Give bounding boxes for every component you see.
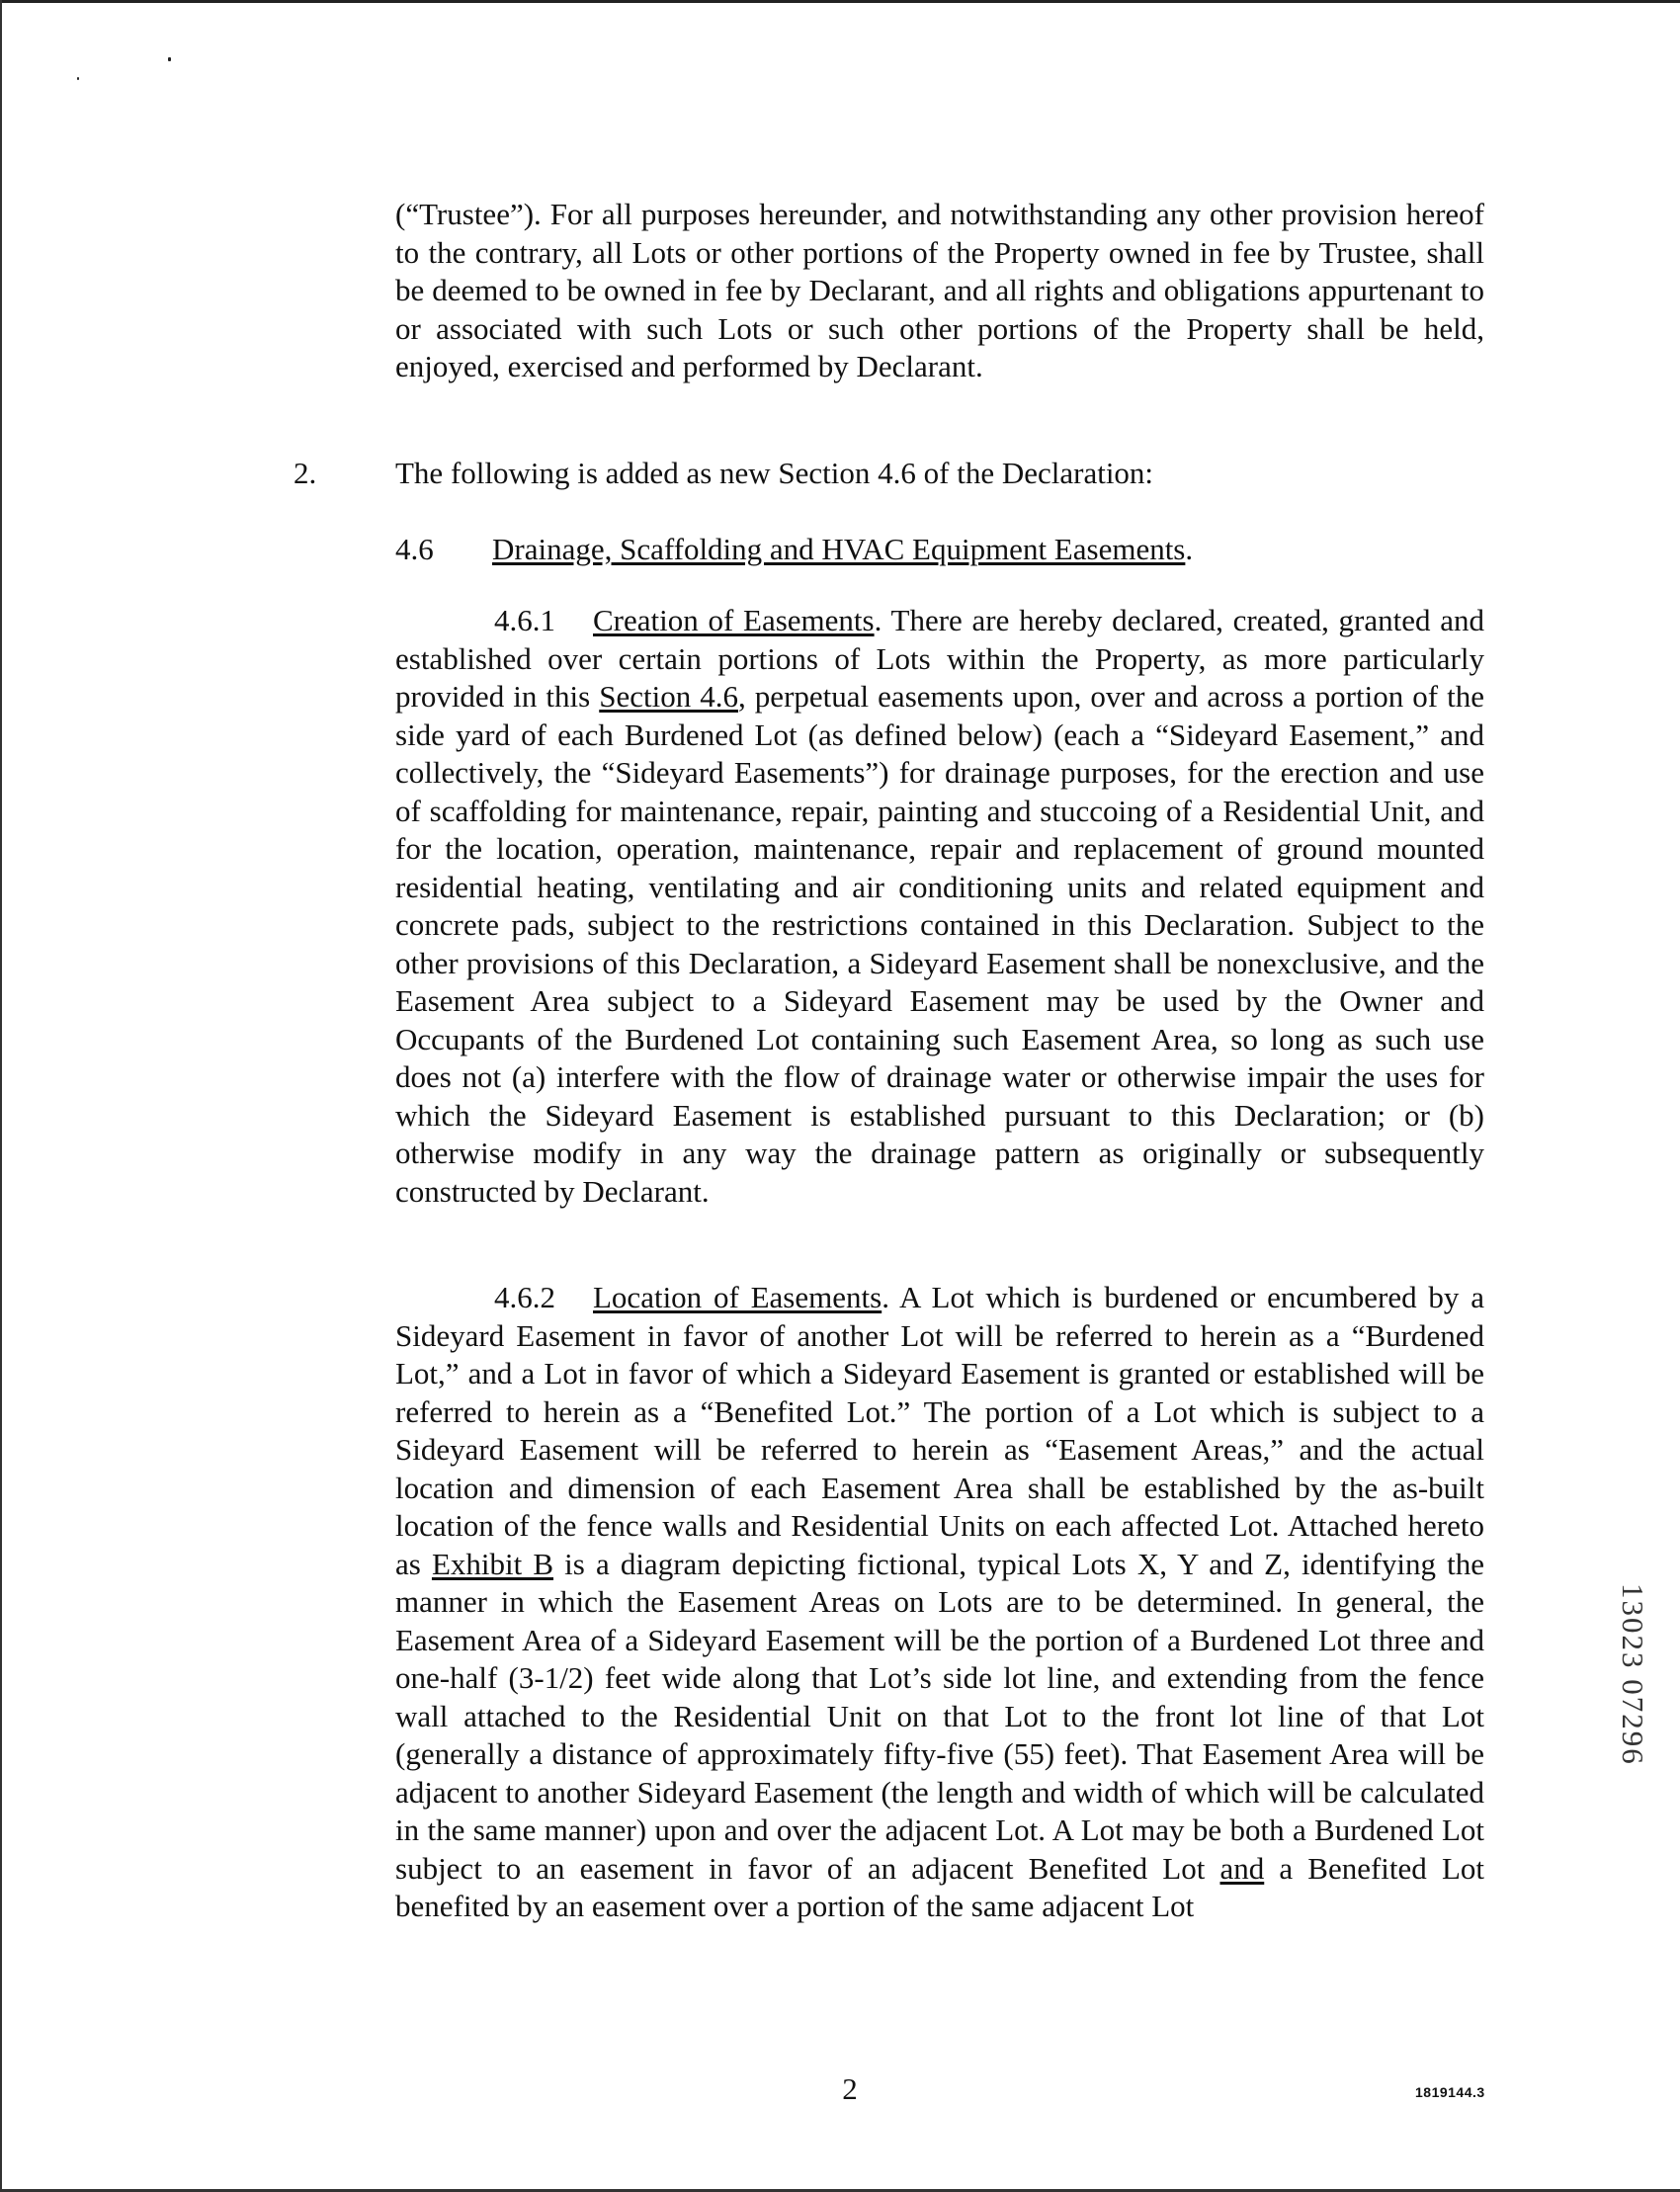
- section-4-6-2-text-part3: a Benefited Lot benefited by an easement over a portion of the same adjacent Lot: [395, 1850, 1484, 1923]
- section-4-6-number: 4.6: [395, 532, 434, 566]
- section-4-6-heading: [395, 531, 1193, 569]
- section-4-6-title-period: .: [1185, 532, 1194, 566]
- item-number: 2.: [294, 456, 317, 490]
- section-4-6-2-number: 4.6.2: [494, 1280, 555, 1314]
- recording-stamp: 13023 07296: [1616, 1583, 1650, 1766]
- document-id: 1819144.3: [1415, 2084, 1485, 2100]
- item-text: The following is added as new Section 4.6 of the Declaration:: [395, 456, 1154, 490]
- intro-paragraph: (“Trustee”). For all purposes hereunder, and notwithstanding any other provision hereof to the contrary, all Lots or other portions of the Property owned in fee by Trustee, shall be deemed to be owned in fee by Declarant, and all rights and obligations appurtenant to or associated with such Lots or such other portions of the Property shall be held, enjoyed, exercised and performed by Declarant.: [395, 197, 1484, 383]
- scan-border-left: [0, 0, 2, 2192]
- scan-border-top: [0, 0, 1680, 3]
- section-4-6-1: [395, 602, 1484, 1211]
- section-4-6-1-number: 4.6.1: [494, 603, 555, 637]
- section-4-6-1-text-part1: . There are hereby declared, created, granted and established over certain portions of Lots within the Property, as more particularly provided in this: [395, 603, 1484, 714]
- section-4-6-2-text-part1: . A Lot which is burdened or encumbered by a Sideyard Easement in favor of another Lot will be referred to herein as a “Burdened Lot,” and a Lot in favor of which a Sideyard Easement is granted or established will be referred to herein as a “Benefited Lot.” The portion of a Lot which is subject to a Sideyard Easement will be referred to herein as “Easement Areas,” and the actual location and dimension of each Easement Area shall be established by the as-built location of the fence walls and Residential Units on each affected Lot. Attached hereto as: [395, 1280, 1484, 1581]
- section-4-6-reference: Section 4.6: [599, 679, 739, 714]
- scan-speck: [168, 57, 171, 61]
- section-4-6-1-text-part2: , perpetual easements upon, over and across a portion of the side yard of each Burdened Lot (as defined below) (each a “Sideyard Easement,” and collectively, the “Sideyard Easements”) for drainage purposes, for the erection and use of scaffolding for maintenance, repair, painting and stuccoing of a Residential Unit, and for the location, operation, maintenance, repair and replacement of ground mounted residential heating, ventilating and air conditioning units and related equipment and concrete pads, subject to the restrictions contained in this Declaration. Subject to the other provisions of this Declaration, a Sideyard Easement shall be nonexclusive, and the Easement Area subject to a Sideyard Easement may be used by the Owner and Occupants of the Burdened Lot containing such Easement Area, so long as such use does not (a) interfere with the flow of drainage water or otherwise impair the uses for which the Sideyard Easement is established pursuant to this Declaration; or (b) otherwise modify in any way the drainage pattern as originally or subsequently constructed by Declarant.: [395, 679, 1484, 1209]
- exhibit-b-reference: Exhibit B: [431, 1546, 554, 1581]
- emphasis-and: and: [1219, 1850, 1265, 1886]
- section-4-6-2-title: Location of Easements: [593, 1280, 882, 1314]
- scan-speck: [77, 77, 79, 80]
- section-4-6-title: Drainage, Scaffolding and HVAC Equipment Easements: [492, 532, 1186, 566]
- section-4-6-1-paragraph: [395, 602, 1484, 1211]
- page-number: 2: [842, 2071, 858, 2106]
- intro-paragraph-block: [395, 196, 1484, 386]
- section-4-6-2-text-part2: is a diagram depicting fictional, typical Lots X, Y and Z, identifying the manner in which the Easement Areas on Lots are to be determined. In general, the Easement Area of a Sideyard Easement will be the portion of a Burdened Lot three and one-half (3-1/2) feet wide along that Lot’s side lot line, and extending from the fence wall attached to the Residential Unit on that Lot to the front lot line of that Lot (generally a distance of approximately fifty-five (55) feet). That Easement Area will be adjacent to another Sideyard Easement (the length and width of which will be calculated in the same manner) upon and over the adjacent Lot. A Lot may be both a Burdened Lot subject to an easement in favor of an adjacent Benefited Lot: [395, 1546, 1485, 1886]
- section-4-6-2: [395, 1279, 1484, 1926]
- section-4-6-1-title: Creation of Easements: [593, 603, 875, 637]
- section-4-6-2-paragraph: [395, 1279, 1484, 1926]
